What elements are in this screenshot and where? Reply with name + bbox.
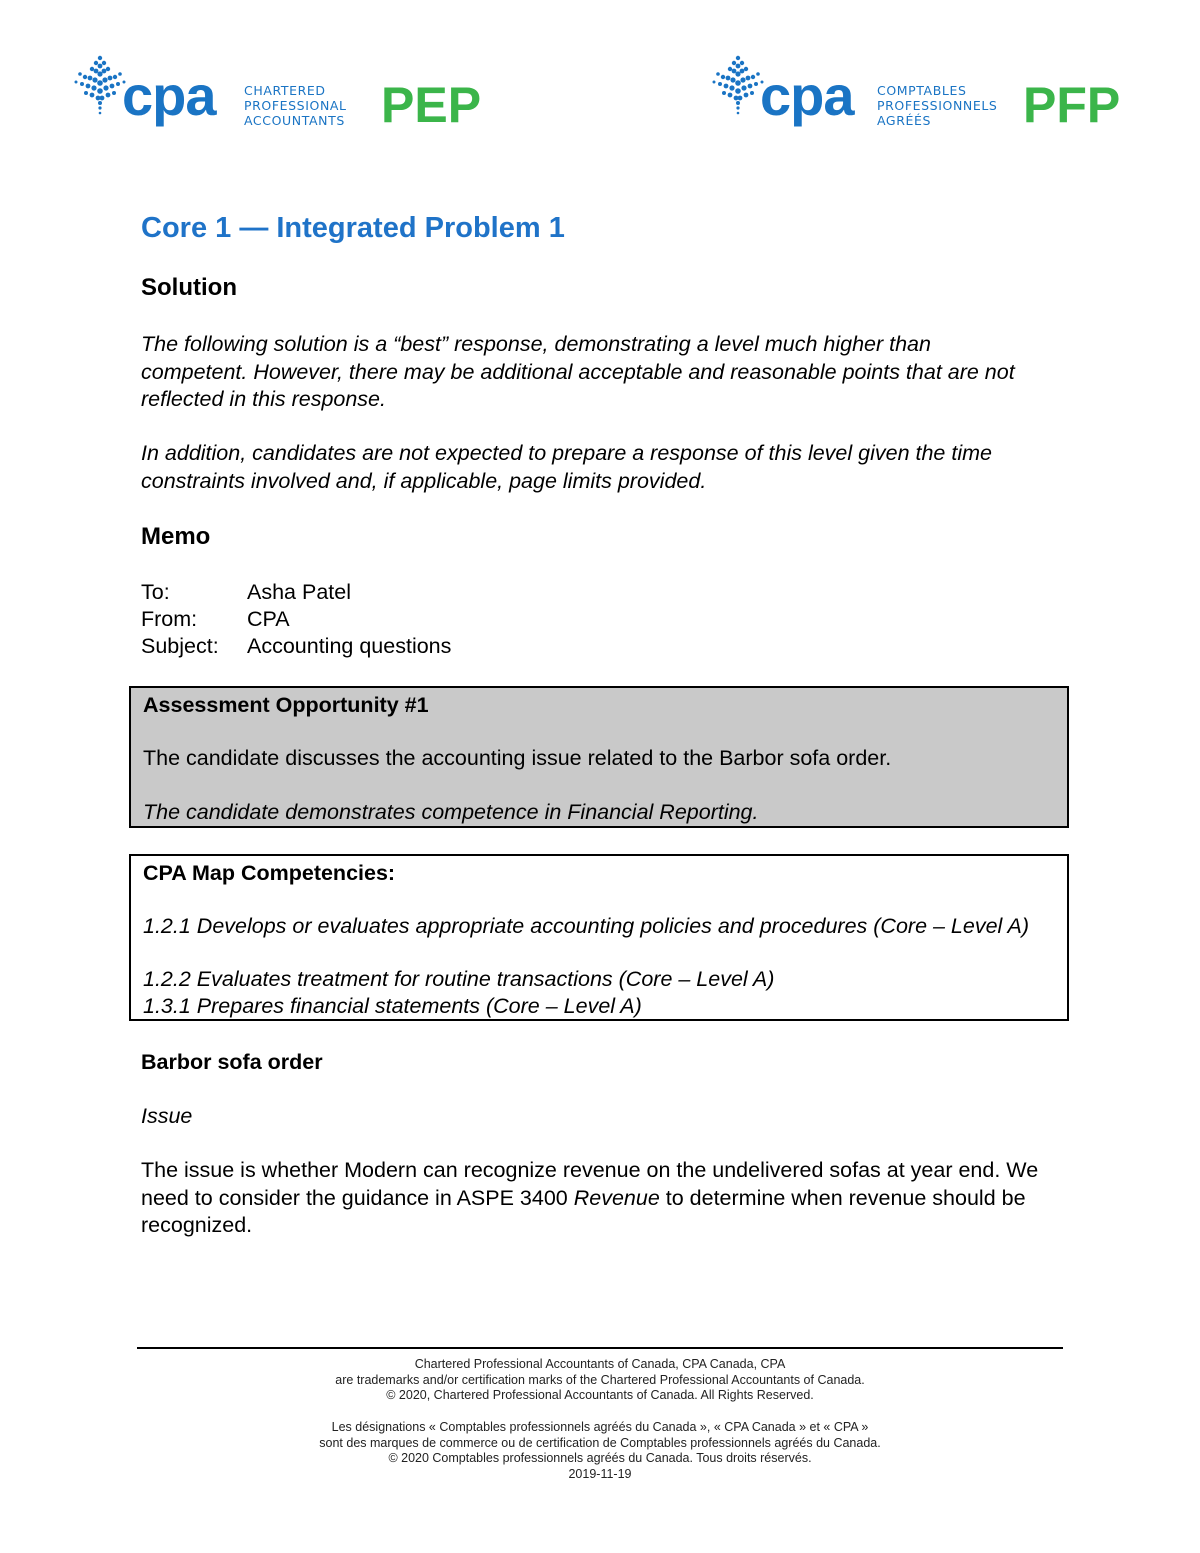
memo-heading: Memo — [141, 523, 211, 550]
footer-line: sont des marques de commerce ou de certification de Comptables professionnels agréés du Canada. — [319, 1435, 881, 1450]
assessment-text: The candidate discusses the accounting issue related to the Barbor sofa order. — [143, 746, 892, 770]
competency-item: 1.2.1 Develops or evaluates appropriate accounting policies and procedures (Core – Level A) — [143, 914, 1030, 938]
footer-line: Les désignations « Comptables professionnels agréés du Canada », « CPA Canada » et « CPA » — [331, 1420, 869, 1434]
issue-heading: Issue — [141, 1104, 193, 1128]
cpa-logo-french — [710, 52, 1130, 142]
footer-english — [0, 1357, 1200, 1404]
issue-text-start: The issue is whether Modern can recognize revenue on the undelivered sofas at year end. We need to consider the guidance in ASPE 3400 — [141, 1158, 1039, 1210]
intro-paragraph-1: The following solution is a “best” response, demonstrating a level much higher than competent. However, there may be additional acceptable and reasonable points that are not reflected in this response. — [141, 332, 1015, 411]
intro-paragraph-2: In addition, candidates are not expected to prepare a response of this level given the time constraints involved and, if applicable, page limits provided. — [141, 441, 992, 493]
memo-to-label: To: — [141, 580, 170, 604]
issue-paragraph — [141, 1157, 1041, 1240]
issue-text-italic: Revenue — [573, 1185, 660, 1210]
footer-date: 2019-11-19 — [568, 1467, 632, 1482]
cpa-logo-english — [72, 52, 492, 142]
program-pfp: PFP — [1023, 77, 1121, 133]
footer-line: are trademarks and/or certification marks of the Chartered Professional Accountants of Canada. — [335, 1372, 865, 1387]
memo-to-row — [141, 579, 351, 606]
solution-heading: Solution — [141, 274, 237, 301]
memo-subject-label: Subject: — [141, 634, 219, 658]
org-line: PROFESSIONAL — [244, 98, 347, 113]
org-name-english — [244, 83, 347, 128]
section-heading: Barbor sofa order — [141, 1050, 323, 1074]
footer-french — [0, 1420, 1200, 1483]
maple-leaf-icon — [710, 52, 766, 122]
program-pep: PEP — [381, 77, 482, 133]
maple-leaf-icon — [72, 52, 128, 122]
footer-line: © 2020 Comptables professionnels agréés du Canada. Tous droits réservés. — [388, 1451, 812, 1466]
competency-item: 1.3.1 Prepares financial statements (Core – Level A) — [143, 994, 642, 1018]
cpa-wordmark: cpa — [760, 64, 854, 127]
memo-from-label: From: — [141, 607, 198, 631]
memo-to-value: Asha Patel — [247, 580, 351, 604]
memo-from-row — [141, 606, 290, 633]
footer-line: © 2020, Chartered Professional Accountants of Canada. All Rights Reserved. — [386, 1388, 814, 1403]
issue-text-end: to determine when revenue should be recognized. — [141, 1185, 1026, 1237]
org-line: COMPTABLES — [877, 83, 967, 98]
assessment-competence: The candidate demonstrates competence in Financial Reporting. — [143, 800, 759, 824]
memo-subject-value: Accounting questions — [247, 634, 452, 658]
assessment-opportunity-box — [129, 686, 1069, 828]
org-line: PROFESSIONNELS — [877, 98, 998, 113]
org-line: ACCOUNTANTS — [244, 113, 345, 128]
competency-item: 1.2.2 Evaluates treatment for routine transactions (Core – Level A) — [143, 967, 775, 991]
org-line: AGRÉÉS — [877, 113, 932, 128]
memo-from-value: CPA — [247, 607, 290, 631]
org-line: CHARTERED — [244, 83, 326, 98]
page-title: Core 1 — Integrated Problem 1 — [141, 212, 565, 244]
competencies-heading: CPA Map Competencies: — [143, 861, 396, 885]
org-name-french — [877, 83, 997, 128]
footer-line: Chartered Professional Accountants of Canada, CPA Canada, CPA — [414, 1357, 786, 1371]
cpa-wordmark: cpa — [122, 64, 216, 127]
footer-divider — [137, 1347, 1063, 1349]
assessment-heading: Assessment Opportunity #1 — [143, 693, 429, 717]
memo-subject-row — [141, 633, 451, 660]
cpa-map-competencies-box — [129, 854, 1069, 1021]
